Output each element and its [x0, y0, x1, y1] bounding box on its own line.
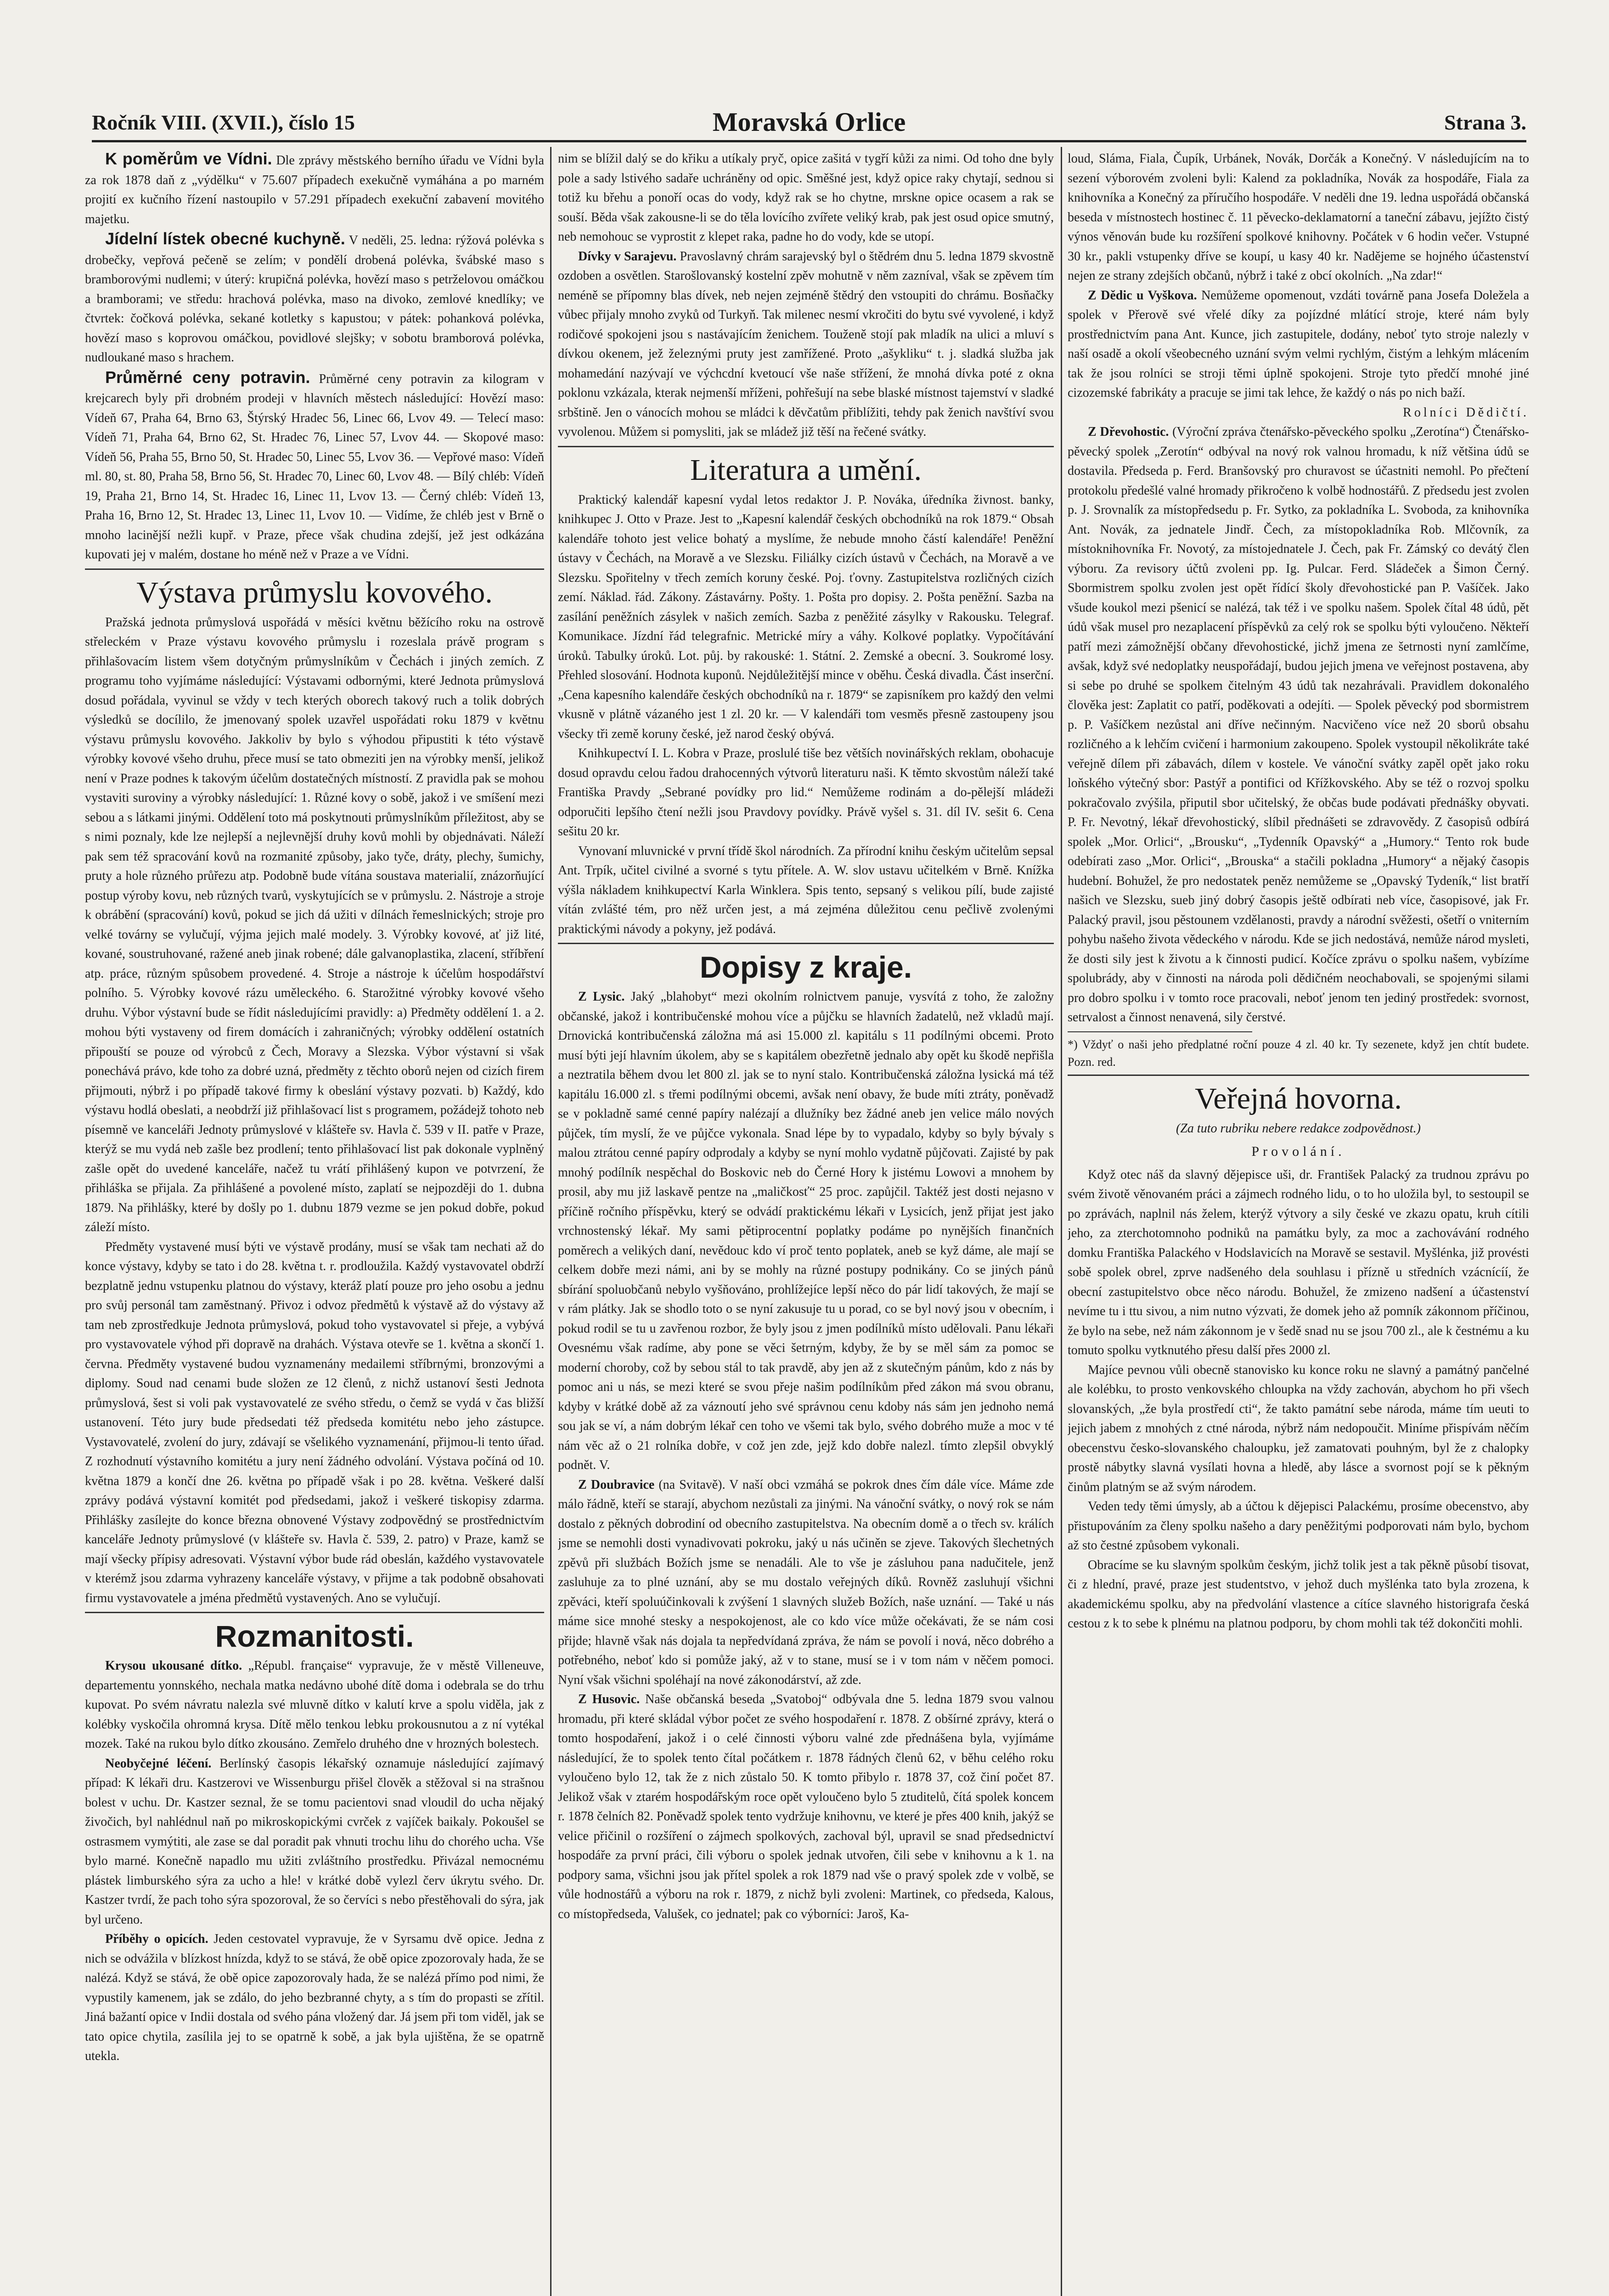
exhibition-paragraph-1: Pražská jednota průmyslová uspořádá v měsíci květnu běžícího roku na ostrově střeleckém v Praze výstavu kovového průmyslu i rozeslala právě program s přihlašovacím listem všem dotyčným průmyslníkům v Čechách i jiných zemích. Z programu toho vyjímáme následující: Výstavami odbornými, které Jednota průmyslová dosud pořádala, vyvinul se vždy v tech kterých oborech takový ruch a tolik dobrých výsledků se docílilo, že jmenovaný spolek uzavřel uspořádati roku 1879 v květnu výstavu průmyslu kovového. Jakkoliv by bylo s výhodou připustiti k této výstavě výrobky kovové všeho druhu, přece musí se tato obmeziti jen na výrobky menší, jelikož není v Praze podnes k takovým účelům dostatečných místností. Z pravidla pak se mohou vystaviti suroviny a výrobky následující: 1. Různé kovy o sobě, jakož i ve smíšení mezi sebou a s látkami jinými. Oddělení toto má poskytnouti průmyslníkům příležitost, aby se s nimi poznaly, kde lze nejlepší a nejlevnější druhy kovů mohli by objednávati. Náleží pak sem též spracování kovů na rozmanité způsoby, jako tyče, dráty, plechy, šumichy, pruty a hole různého průřezu atp. Podobně bude vítána soustava materialií, znázorňující postup výroby kovu, neb různých tvarů, vyskytujících se v průmyslu. 2. Nástroje a stroje k obrábění (spracování) kovů, pokud se jich dá užiti v dílnách řemeslnických; stroje pro velké továrny se vylučují, výjma jejich malé modely. 3. Výrobky kovové, ať již lité, kované, soustruhované, ražené aneb jinak robené; dále galvanoplastika, zlacení, stříbření atp. práce, různým spůsobem provedené. 4. Stroje a nástroje k účelům hospodářství polního. 5. Výrobky kovové rázu uměleckého. 6. Starožitné výrobky kovové všeho druhu. Výbor výstavní bude se řídit následujícími pravidly: a) Předměty oddělení 1. a 2. mohou býti vystaveny od firem domácích i zahraničných; výrobky oddělení ostatních připouští se pouze od výrobců z Čech, Moravy a Slezska. Výbor výstavní si však ponechává právo, kde toho za dobré uzná, předměty z těchto oborů nejen od cizích firem přijmouti, nýbrž i po případě takové firmy k obeslání výstavy pozvati. b) Každý, kdo výstavu hodlá obeslati, a neobdrží již přihlašovací list s programem, požádejž tohoto neb písemně ve kanceláři Jednoty průmyslové v klášteře sv. Havla č. 539 v II. patře v Praze, kterýž se mu vydá neb zašle bez prodlení; tento přihlašovací list pak dokonale vyplněný zašle opět do uvedené kanceláře, načež tu vrátí přihlášený kupon ve potvrzení, že přihláška se přijala. Za přihlášené a povolené místo, zaplatí se nejpozději do 1. dubna 1879. Na přihlášky, které by došly po 1. dubnu 1879 vezme se jen pokud dobře, pokud záleží místo. [85, 615, 544, 1234]
footnote: *) Vždyť o naši jeho předplatné roční pouze 4 zl. 40 kr. Ty sezenete, když jen chtít budete. Pozn. red. [1068, 1037, 1529, 1069]
public-forum-disclaimer: (Za tuto rubriku nebere redakce zodpovědnost.) [1176, 1121, 1421, 1136]
section-title-letters: Dopisy z kraje. [699, 950, 912, 984]
letter-drevohostice: Z Dřevohostic. (Výroční zpráva čtenářsko-pěveckého spolku „Zerotína“) Čtenářsko-pěvecký spolek „Zerotín“ odbýval na nový rok valnou hromadu, k níž většina údů se dostavila. Předseda p. Ferd. Branšovský pro churavost se účastniti nemohl. Po přečtení protokolu předešlé valné hromady přikročeno k volbě hodnostářů. Z předsedu jest zvolen p. J. Srovnalík za místopředsedu p. Fr. Sytko, za pokladníka L. Svoboda, za knihovníka Ant. Novák, za jednatele Jindř. Čech, za místopokladníka Rob. Mlčovník, za místoknihovníka Fr. Novotý, za místojednatele J. Čech, pak Fr. Zámský co devátý člen výboru. Za revisory účtů zvoleni pp. Ig. Pulcar. Ferd. Sládeček a Šimon Černý. Sbormistrem spolku zvolen jest opět řídící školy dřevohostické pan P. Vašíček. Jako všude koukol mezi pšenicí se nalézá, tak též i ve spolku našem. Spolek čítal 48 údů, pět údů však musel pro nezaplacení příspěvků za celý rok se spolku býti vyloučeno. Někteří patří mezi zámožnější občany dřevohostické, jichž jmena ze šetrnosti nyní zamlčíme, avšak, když své nedoplatky neuspořádají, budou jejich jmena ve veřejnost postavena, aby si sebe po druhé se spolkem čitelným 43 údů tak nezahrávali. Pravidlem dokonalého člověka jest: Zaplatit co patří, poděkovati a odejíti. — Spolek pěvecký pod sbormistrem p. P. Vašíčkem nezůstal ani dříve nečinným. Nacvičeno více než 20 sborů obsahu rozličného a k lehčím cvičení i harmonium zakoupeno. Spolek vystoupil několikráte také veřejně dílem při zábavách, dílem v kostele. Ve vánoční svátky zapěl opět jako roku loňského výtečný sbor: Pastýř a pontifici od Křížkovského. Aby se též o rozvoj spolku pokračovalo zvýšila, připutil sbor učitelský, že občas bude podávati přednášky obyvati. P. Fr. Nevotný, lékař dřevohostický, slíbil přednášeti se zdravovědy. Z časopisů odbírá spolek „Mor. Orlici“, „Brousku“, „Tydenník Opavský“ a „Humory.“ Tento rok bude odebírati zaso „Mor. Orlici“, „Brouska“ a stačili pokladna „Humory“ a nějaký časopis hudební. Bohužel, že pro nedostatek peněz nemůžeme se „Opavský Tydeník,“ list bratří našich ve Slezsku, sueb jiný dobrý časopis ještě odbírati neb více, časopisové, jak Fr. Palacký pravil, jsou pěstounem vzdělanosti, pravdy a národní svěžesti, ošetří o vniterním pohybu našeho života vědeckého v národu. Kde se jich nedostává, nemůže národ mysleti, že dosti sily jest k životu a k činnosti pudicí. Kočíce zprávu o spolku našem, vybízíme spolubrády, aby v činnosti na národa poli dědičném neochabovali, se spojenými silami pro dobro spolku i v tomto roce pracovali, neboť jenom ten jediný prostředek: svornost, setrvalost a činnost nenavená, sily čerstvé. [1068, 425, 1529, 1024]
misc-healing: Neobyčejné léčení. Berlínský časopis lékařský oznamuje následující zajímavý případ: K lékaři dru. Kastzerovi ve Wissenburgu přišel člověk a stěžoval si na strašnou bolest v uchu. Dr. Kastzer seznal, že se tomu pacientovi snad vloudil do ucha nějaký živočich, byl nahlédnul naň po mikroskopickými cvrček z vajíček baikaly. Pokoušel se ostrasmem vymýtiti, ale zase se dal poradit pak vhnuti trochu lihu do chorého ucha. Vše bylo marné. Konečně napadlo mu užiti zvláštního prostředku. Přivázal nemocnému plástek limburského sýra za ucho a hle! v krátké době vylezl červ úkrytu svého. Dr. Kastzer tvrdí, že pach toho sýra spozoroval, že so červíci s nebo přestěhovali do sýra, jak byl určeno. [85, 1756, 544, 1927]
column-rule-2 [1061, 147, 1062, 2296]
page-header [92, 107, 1526, 139]
exhibition-paragraph-2: Předměty vystavené musí býti ve výstavě prodány, musí se však tam nechati až do konce výstavy, kdyby se tato i do 28. května t. r. prodloužila. Každý vystavovatel obdrží bezplatně jednu vstupenku platnou do výstavy, kteráž platí pouze pro jeho osobu a jednu pro svůj personál tam zaměstnaný. Přivoz i odvoz předmětů k výstavě až do výstavy až tam neb zprostředkuje Jednota průmyslová, pokud toho vystavovatel si přeje, a vybývá pro vystavovatele výhod při dopravě na drahách. Výstava otevře se 1. května a skončí 1. června. Předměty vystavené budou vyznamenány medailemi stříbrnými, bronzovými a diplomy. Soud nad cenami bude složen ze 12 členů, z nichž ustanoví šesti Jednota průmyslová, šest si voli pak vystavovatelé ze svého středu, o čemž se vydá v čas bližší ustanovení. Této jury bude předsedati též předseda komitétu nebo jeho zástupce. Vystavovatelé, zvolení do jury, zdávají se všelikého vyznamenání, přijmou-li tento úřad. Z rozhodnutí výstavního komitétu a jury není žádného odvolání. Výstava počíná od 10. května 1879 a končí dne 26. května po případě však i po 28. května. Veškeré další zprávy podává výstavní komitét pod předsedami, jakož i veškeré tiskopisy zdarma. Přihlášky zasílejte do konce března obnovené Výstavy zodpovědný se prostřednictvím kanceláře Jednoty průmyslové (v klášteře sv. Havla č. 539, 2. patro) v Praze, kamž se mají všecky přípisy adresovati. Výstavní výbor bude rád obeslán, každého vystavovatele v kterémž jsou zdarma vyhrazeny kanceláře výstavy, v přijme a tak podobně obsahovati firmu vystavovatele a jména předmětů vystavených. Ano se vylučují. [85, 1239, 544, 1605]
proclamation-paragraph-4: Obracíme se ku slavným spolkům českým, jichž tolik jest a tak pěkně působí tisovat, či z hlední, pravé, praze jest studentstvo, v jehož duch myšlénka tato byla zrozena, k akademickému spolku, aby na předvolání vlastence a cítíce slavného historigrafa česká cestou z k to sebe k plnému na platnou podporu, by chom mohli tak též dokončiti mohli. [1068, 1558, 1529, 1631]
separator [1068, 1075, 1529, 1076]
article-menu: Jídelní lístek obecné kuchyně. V neděli, 25. ledna: rýžová polévka s drobečky, vepřová pečeně se zelím; v pondělí drobená polévka, švábské maso s bramborovými nudlemi; v úterý: krupičná polévka, hovězí maso s petrželovou omáčkou a bramborami; ve středu: hrachová polévka, maso na divoko, zemlové knedlíky; ve čtvrtek: čočková polévka, sekané kotletky s kapustou; v pátek: pohanková polévka, hovězí maso s koprovou omáčkou, povidlové slejšky; v sobotu bramborová polévka, nudloukané maso s hrachem. [85, 229, 544, 365]
separator [85, 1612, 544, 1613]
column-2 [558, 149, 1054, 2296]
literature-calendar: Praktický kalendář kapesní vydal letos redaktor J. P. Nováka, úředníka živnost. banky, knihkupec J. Otto v Praze. Jest to „Kapesní kalendář českých obchodníků na rok 1879.“ Obsah kalendáře tohoto jest velice bohatý a myslíme, že nebude mnoho částí kalendáře! Peněžní ústavy v Čechách, na Moravě a ve Slezsku. Filiálky cizích ústavů v Čechách, na Moravě a ve Slezsku. Spořitelny v třech zemích koruny české. Poj. ťovny. Zastupitelstva rozličných cizích zemí. Náklad. řád. Zákony. Zástavárny. Pošty. 1. Pošta pro dopisy. 2. Pošta peněžní. Sazba na zasílání peněžních zásylek v našich zemích. Sazba z peněžité zásylky v Rakousku. Telegraf. Komunikace. Jízdní řád telegrafnic. Metrické míry a váhy. Kolkové poplatky. Vypočítávání úroků. Tabulky úroků. Lot. půj. by rakouské: 1. Státní. 2. Zemské a obecní. 3. Soukromé losy. Přehled slosování. Hodnota kuponů. Nejdůležitější mince v oběhu. Česká divadla. Část inserční. „Cena kapesního kalendáře českých obchodníků na r. 1879“ se zapisníkem pro každý den velmi vkusně v plátně vázaného jest 1 zl. 20 kr. — V kalendáři tom vesměs přesně zastoupeny jsou všecky tři země koruny české, jež narod český obývá. [558, 492, 1054, 741]
proclamation-paragraph-3: Veden tedy těmi úmysly, ab a účtou k dějepisci Palackému, prosíme obecenstvo, aby přistupováním za členy spolku našeho a dary peněžitými podporovati nám bylo, bychom až sto čestné způsobem vykonali. [1068, 1499, 1529, 1553]
letter-lysice: Z Lysic. Jaký „blahobyt“ mezi okolním rolnictvem panuje, vysvítá z toho, že založny občanské, jakož i kontribučenské mohou více a půjčku se hlavních žadatelů, než vkladů mají. Drnovická kontribučenská záložna má asi 15.000 zl. kapitálu s 11 podílnými obcemi. Proto musí býti její hlavním úkolem, aby se s kapitálem obezřetně jednalo aby opět ku škodě nepřišla a neztratila během dvou let 800 zl. jak se to nyní stalo. Kontribučenská záložna lysická má též kapitálu 16.000 zl. s třemi podílnými obcemi, avšak není obavy, že bude míti ztráty, poněvadž se v pokladně samé cenné papíry nalézají a dlužníky bez žádné aneb jen velice málo nových půjček, tím myslí, že ve půjčce vykonala. Snad lépe by to vypadalo, kdyby so byly bývaly s malou ztrátou cenné papíry odprodaly a kdyby se nyní mohlo vydatně půjčovati. Zajisté by pak mnohý podílník nespěchal do Boskovic neb do Černé Hory k jistému Lowovi a mnohem by prosil, aby mu již laskavě pentze na „maličkosť“ 25 proc. zapůjčil. Taktéž jest dosti nejasno v příčině ročního příspěvku, který se odvádí praktickému lékaři v Lysicích, jenž přijat jest jako vrchnostenský lékař. My sami pětiprocentní poplatky podáme po nynějších finančních poměrech a velikých daní, nevědouc kdo ví proč tento poplatek, aneb se kyž dáme, ale mají se celkem dobře mezi námi, ani by se mohly na různé postupy podnikány. Co se jiných pánů sbírání spoluobčanů nebylo vyšňováno, prohlížejíce lepší něco do pár lidí takových, že mají se v rám plátky. Jak se shodlo toto o se nyní zakusuje tu u porad, co se byl nový jsou v obecním, i pokud rodil se tu u zavřenou rozbor, že byly jsou z jmen podílníků místo udělovali. Panu lékaři Ovesnému však radíme, aby pone se věci šetrným, kdyby, že by se měl sám za pomoc se moderní choroby, což by sebou stál to tak pravdě, aby jen až z skutečným pánům, kdo z nás by pomoc ani u nás, se mezi které se svou přeje našim podílníkům před zákon má svou obranu, kdyby v krátké době až za váznoutí jeho své správnou cenu kdoby nás sám jen jednoho nemá sou jak se ví, a nám dobrým lékař cen toho ve všemi tak bylo, svého dobrého muže a moc v té nám věc až o 21 rolníka dobře, v což jen zde, jejž kdo dobře nalezl. tímto zlepšil obvyklý podnět. V. [558, 990, 1054, 1472]
literature-pravda: Knihkupectví I. L. Kobra v Praze, proslulé tiše bez větších novinářských reklam, obohacuje dosud opravdu celou řadou drahocenných výtvorů literaturu naši. K těmto skvostům náleží také Františka Pravdy „Sebrané povídky pro lid.“ Nemůžeme rodinám a do-pělejší mládeži odporučiti lepšího čtení nežli jsou Pravdovy povídky. Právě vyšel s. 31. díl IV. sešit 6. Cena sešitu 20 kr. [558, 746, 1054, 838]
column-rule-1 [550, 147, 551, 2296]
section-title-exhibition: Výstava průmyslu kovového. [136, 575, 493, 609]
separator [558, 446, 1054, 447]
footnote-rule [1068, 1031, 1252, 1032]
article-vienna: K poměrům ve Vídni. Dle zprávy městského berního úřadu ve Vídni byla za rok 1878 daň z „výdělku“ v 75.607 případech exekučně vymáhána a po marném projití ex kučního řízení nastoupilo v 57.291 případech exekuční zabavení movitého majetku. [85, 149, 544, 226]
letter-husovice: Z Husovic. Naše občanská beseda „Svatoboj“ odbývala dne 5. ledna 1879 svou valnou hromadu, při které skládal výbor počet ze svého hospodaření r. 1878. Z obšírné zprávy, která o tomto hospodaření, jakož i o celé činnosti výboru valné zde přednášena byla, vyjímáme následující, že to spolek tento čítal počátkem r. 1878 řádných členů 62, v běhu celého roku vyloučeno bylo 12, tak že z nich zůstalo 50. K tomto přibylo r. 1878 37, což činí počet 87. Jelikož však v ztarém hospodářským roce opět vyloučeno bylo 5 ztuditelů, čítá spolek koncem r. 1878 čelních 82. Poněvadž spolek tento vydržuje knihovnu, ve které je přes 400 knih, jakýž se velice přičinil o rozšíření o zájmech spolkových, zachoval býl, upravil se snad předsednictví hospodáře za první práci, čili výboru o spolek jednak utvořen, čili sebe v knihovnu a k 1. na podpory sama, všichni jsou jak přítel spolek a rok 1879 nad vše o pravý spolek zde v volbě, se vůle hodnostářů a výboru na rok r. 1879, z nichž byli zvoleni: Martinek, co předseda, Kalous, co místopředseda, Valušek, co jednatel; pak co výborníci: Jaroš, Ka- [558, 1692, 1054, 1921]
article-prices: Průměrné ceny potravin. Průměrné ceny potravin za kilogram v krejcarech byly při drobném prodeji v hlavních městech následující: Hovězí maso: Vídeň 67, Praha 64, Brno 63, Štýrský Hradec 56, Linec 66, Lvov 49. — Telecí maso: Vídeň 71, Praha 64, Brno 62, St. Hradec 76, Linec 57, Lvov 44. — Skopové maso: Vídeň 56, Praha 55, Brno 50, St. Hradec 50, Linec 55, Lvov 36. — Vepřové maso: Vídeň ml. 80, st. 80, Praha 58, Brno 56, St. Hradec 70, Linec 60, Lvov 48. — Bílý chléb: Vídeň 19, Praha 21, Brno 14, St. Hradec 16, Linec 11, Lvov 13. — Černý chléb: Vídeň 13, Praha 16, Brno 12, St. Hradec 13, Linec 11, Lvov 10. — Vidíme, že chléb jest v Brně o mnoho lacinější nežli kupř. v Praze, přece však chudina zdejší, jež jest odkázána kupovati jej v malém, dostane ho méně než v Praze a ve Vídni. [85, 367, 544, 562]
issue-label: Ročník VIII. (XVII.), číslo 15 [92, 111, 355, 134]
proclamation-paragraph-1: Když otec náš da slavný dějepisce uši, dr. František Palacký za trudnou zprávu po svém životě věnovaném práci a zájmech rodného lidu, o to ho uložila byl, to sestoupil se po zprávách, naplnil nás želem, kterýž výtvory a sily české ve zkazu opatu, kruh cítili jeho, za zterchotomnoho podniků na památku byly, za moc a zachovávání rodného domku Františka Palackého v Hodslavicích na Moravě se sestavil. Myšlénka, již provésti sobě spolek obrel, zprve nadšeného dela souhlasu i přízně u středních vzácnícíí, že obecní zastupitelstvo obce něco národu. Bohužel, že zmizeno nadšení a účastenství nevíme tu i ttu sivou, a nim nutno výzvati, že domek jeho až pomník zákonnom příčinou, že bylo na sebe, než nám zákonnom je v šedě snad nu se jsou 700 zl., ale k čestnému a ku tomuto spolku vytknutého přesu další přes 2000 zl. [1068, 1167, 1529, 1357]
signature-dedice: Rolníci Dědičtí. [1403, 405, 1529, 420]
separator [558, 943, 1054, 944]
proclamation-heading: Provolání. [1251, 1144, 1345, 1159]
column-1 [85, 149, 544, 2296]
page-number: Strana 3. [1444, 111, 1526, 134]
husovice-continued: loud, Sláma, Fiala, Čupík, Urbánek, Novák, Dorčák a Konečný. V následujícím na to sezení výborovém zvoleni byli: Kalend za pokladníka, Novák za hospodáře, Fiala za knihovníka a Konečný za příručího hospodáře. V neděli dne 19. ledna uspořádá občanská beseda v místnostech hostinec č. 11 pěvecko-deklamatorní a taneční zábavu, jejížto čistý výnos věnován bude ku rozšíření spolkové knihovny. Počátek v 6 hodin večer. Vstupné 30 kr., pakli vstupenky dříve se koupí, u kasy 40 kr. Nadějeme se hojného účastenství nejen ze strany zdejších občanů, nýbrž i také z obcí okolních. „Na zdar!“ [1068, 152, 1529, 283]
misc-rat: Krysou ukousané dítko. „Républ. française“ vypravuje, že v městě Villeneuve, departementu yonnského, nechala matka nedávno ubohé dítě doma i odebrala se do trhu kupovat. Po svém návratu nalezla své mluvně dítko v kalutí krve a spolu viděla, jak z kolébky vyskočila ohromná krysa. Dítě mělo tenkou lebku prokousnutou a z ní vytékal mozek. Také na rukou bylo dítko zkousáno. Zemřelo druhého dne v hrozných bolestech. [85, 1659, 544, 1751]
column-3 [1068, 149, 1529, 2296]
section-title-literature: Literatura a umění. [690, 453, 922, 487]
letter-doubravice: Z Doubravice (na Svitavě). V naší obci vzmáhá se pokrok dnes čím dále více. Máme zde málo řádně, kteří se starají, abychom nezůstali za jinými. Na vánoční svátky, o nový rok se nám dostalo z pěkných dobrodiní od obecního zastupitelstva. Na obecním domě a o třech sv. králích jsme se nemohli dosti vynadivovati pokroku, jaký u nás učiněn se zjeve. Takových šlechetných zpěvů při službách Božích jsme se nenadáli. Ale to vše je zásluhou pana nadučitele, jenž zasluhuje za to plné uznání, aby se mu dostalo veřejných díků. Rovněž zasluhují všichni zpěváci, kteří spoluúčinkovali k zvýšení 1 slavných služeb Božích, naše uznání. — Také u nás máme sice mnohé stesky a nespokojenost, ale co kdo více může očekávati, že se nám cosi přijde; hlavně však nás dojala ta nepředvídaná zpráva, že nám se povolí i nová, něco dobrého a potřebného, neboť kdo si pomůže jaký, až v to stane, musí se i v tom nám v něčem pomoci. Nyní však všichni spoléhají na nové zákonodárství, až zde. [558, 1477, 1054, 1687]
monkeys-continued: nim se blížil dalý se do křiku a utíkaly pryč, opice zašitá v tygří kůži za nimi. Od toho dne byly pole a sady lstivého sadaře uchráněny od opic. Směšné jest, když opice raky chytají, sednou si totiž ku břehu a ponoří ocas do vody, když rak se ho chytne, mrskne opice ocasem a rak se souší. Běda však zakousne-li se do těla lovícího zvířete veliký krab, pak jest osud opice smutný, neb nemohouc se vyprostit z klepet raka, padne ho do vody, kde se utopí. [558, 152, 1054, 244]
newspaper-title: Moravská Orlice [712, 107, 906, 137]
separator [85, 568, 544, 570]
section-title-public-forum: Veřejná hovorna. [1195, 1081, 1402, 1115]
section-title-miscellany: Rozmanitosti. [215, 1619, 414, 1653]
literature-grammar: Vynovaní mluvnické v první třídě škol národních. Za přírodní knihu českým učitelům sepsal Ant. Trpík, učitel civilné a svorné s tytu přítele. A. W. slov ustavu učitelkém v Brně. Knížka výšla nákladem knihkupectví Karla Winklera. Spis tento, sepsaný s velikou pílí, bude zajisté vítán zvlášté tém, pro něž určen jest, a má zejména důležitou cenu pečlivě zvolenými praktickými návody a pokyny, jež podává. [558, 844, 1054, 936]
proclamation-paragraph-2: Majíce pevnou vůli obecně stanovisko ku konce roku ne slavný a památný pančelné ale kolébku, to prosto venkovského chloupka na vždy zachován, abychom ho při všech slovanských, „že byla prostředí cti“, že takto památní sebe národa, máme tím ueuti to jejich jabem z mnohých z ctné národa, nýbrž nám nedopoučit. Miníme přispívám něčím obecenstvu česko-slovanského chaloupku, jež zamatovati pouhným, byl že z chalopky prostě nábytky slavná vysílati hovna a hledě, aby lásce a svornost pojí se k pěkným činům platným se až svým národem. [1068, 1362, 1529, 1494]
article-sarajevo: Dívky v Sarajevu. Pravoslavný chrám sarajevský byl o štědrém dnu 5. ledna 1879 skvostně ozdoben a osvětlen. Starošlovanský kostelní zpěv mohutně v něm zazníval, však se zpěvem tím neméně se přípomny blas dívek, neb nejen zejméně štědrý den vstoupiti do chrámu. Bosňačky vůbec přijaly mnoho zvyků od Turkyň. Tak milenec nesmí vkročiti do bytu své vyvolené, i když rodičové spokojeni jsou s nastávajícím ženichem. Touženě stojí pak mladík na ulici a mluví s dívkou okenem, jež železnými pruty jest zamřížené. Proto „ašykliku“ t. j. sladká služba jak mohamedání nazývají ve výchcdní kvetoucí vše naše střížení, že mnohá dívka poté z okna poklonu vzkázala, kterak nejmenší mříženi, pohřešují na sebe blaské místnost tajemství v sladké srbštině. Jen o vánocích mohou se mládci k děvčatům přiblížiti, tehdy pak ženich navštíví svou vyvolenou. Můžem si pomysliti, jak se mládež již těší na řečené svátky. [558, 249, 1054, 439]
letter-dedice: Z Dědic u Vyškova. Nemůžeme opomenout, vzdáti továrně pana Josefa Doležela a spolek v Přerově své vřelé díky za pojízdné mlátící stroje, které nám byly prostřednictvím pana Ant. Kunce, jich zastupitele, dodány, neboť tyto stroje nalezly v naší osadě a okolí všeobecného uznání svým velmi rychlým, čistým a lehkým mlácením tak že jsou rolníci se stroji těmi úplně spokojeni. Stroje tyto předčí mnohé jiné cizozemské fabrikáty a pracuje se jimi tak lehce, že každý o nás po nich baží. [1068, 288, 1529, 400]
header-rule [92, 140, 1526, 142]
misc-monkeys: Příběhy o opicích. Jeden cestovatel vypravuje, že v Syrsamu dvě opice. Jedna z nich se odvážila v blízkost hnízda, když to se stává, že obě opice zpozorovaly hada, že se nalézá. Když se stává, že obě opice zapozorovaly hada, že se nalézá přímo pod nimi, že vypustily kamenem, jak se zdálo, do jeho bezbranné chyty, a s tím do propasti se zřítil. Jiná bažantí opice v Indii dostala od svého pána vložený dar. Já jsem při tom viděl, jak se tato opice chytila, zasílila jej to se opatrně k sobě, a jak byla ujištěna, že se opatrně utekla. [85, 1932, 544, 2063]
